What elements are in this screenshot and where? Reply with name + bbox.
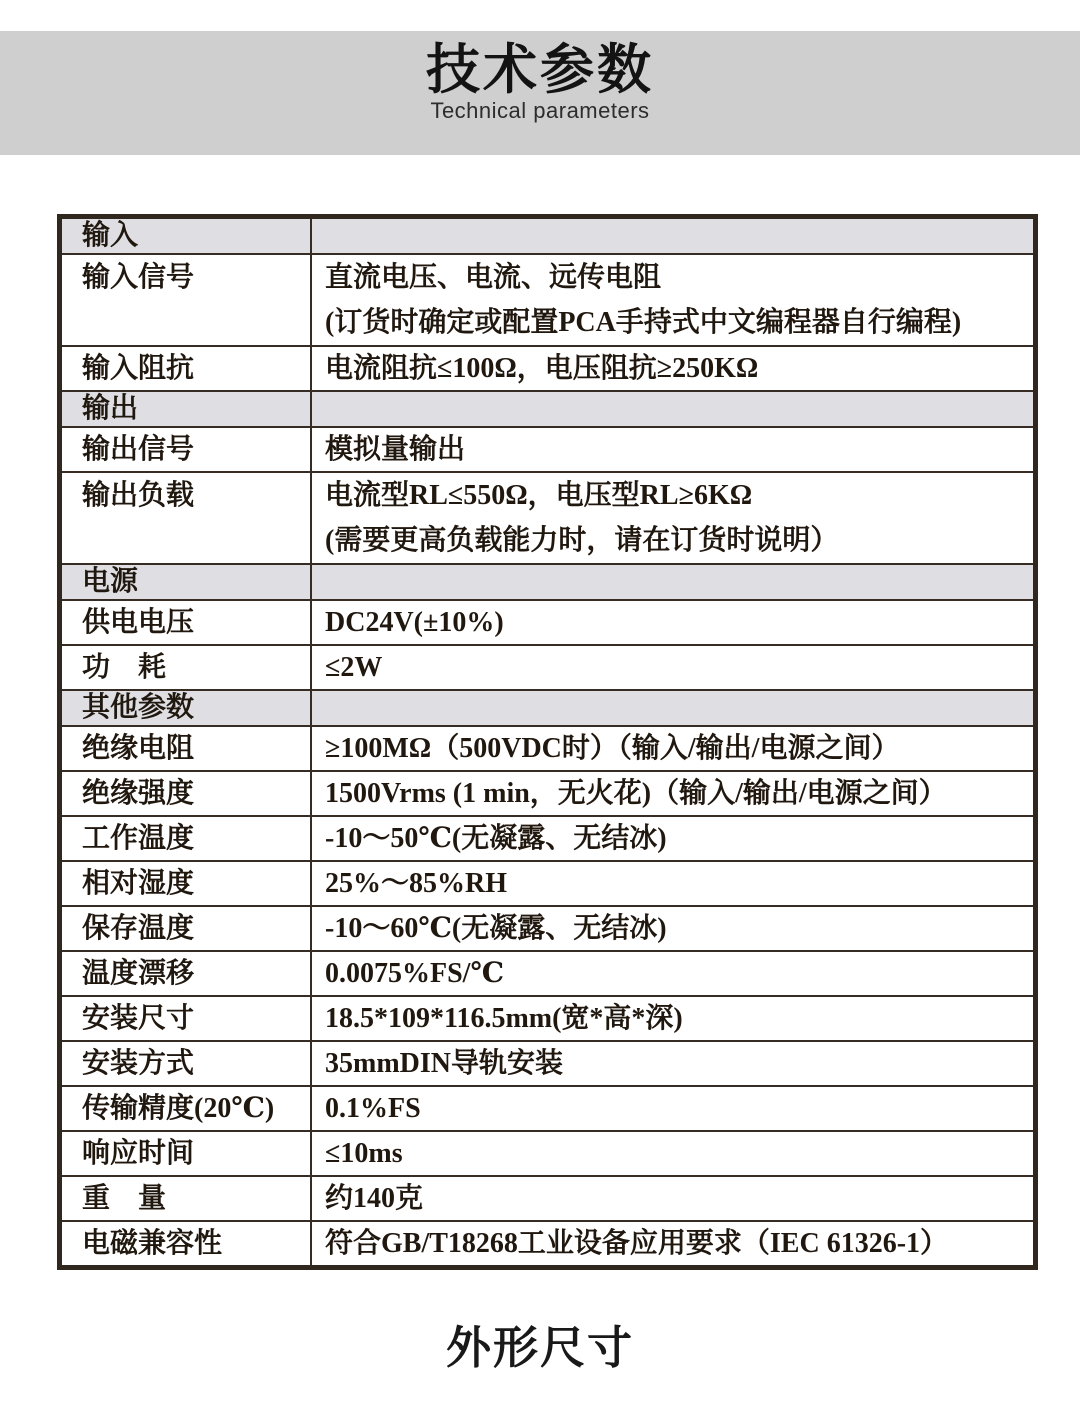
section-title-band	[0, 31, 1080, 155]
spec-label	[62, 565, 312, 599]
spec-row	[62, 905, 1033, 950]
spec-value	[312, 255, 1033, 345]
spec-label-text: 响应时间	[82, 1138, 195, 1169]
spec-value	[312, 997, 1033, 1040]
spec-label	[62, 1177, 312, 1220]
spec-label-text: 绝缘强度	[82, 778, 195, 809]
spec-value	[312, 817, 1033, 860]
spec-row	[62, 1175, 1033, 1220]
spec-value	[312, 428, 1033, 471]
spec-label-text: 绝缘电阻	[82, 733, 195, 764]
spec-row	[62, 950, 1033, 995]
spec-label	[62, 347, 312, 390]
spec-value	[312, 772, 1033, 815]
spec-value	[312, 565, 1033, 599]
spec-label-text: 输入信号	[82, 262, 195, 293]
spec-value	[312, 862, 1033, 905]
spec-value-line: ≥100MΩ（500VDC时）（输入/输出/电源之间）	[325, 733, 900, 764]
spec-row	[62, 345, 1033, 390]
spec-value-line: 电流阻抗≤100Ω，电压阻抗≥250KΩ	[325, 353, 759, 384]
spec-label	[62, 727, 312, 770]
spec-label-text: 相对湿度	[82, 868, 195, 899]
spec-value	[312, 907, 1033, 950]
spec-label	[62, 473, 312, 563]
spec-value-line: 直流电压、电流、远传电阻	[325, 262, 662, 293]
page-subtitle: Technical parameters	[430, 98, 650, 123]
spec-label-text: 输出信号	[82, 434, 195, 465]
spec-label	[62, 428, 312, 471]
spec-value	[312, 1087, 1033, 1130]
spec-label-text: 安装方式	[82, 1048, 195, 1079]
spec-value	[312, 1132, 1033, 1175]
spec-value	[312, 727, 1033, 770]
spec-value	[312, 1222, 1033, 1265]
spec-value-line: 0.1%FS	[325, 1093, 421, 1124]
spec-value-line: 1500Vrms (1 min，无火花)（输入/输出/电源之间）	[325, 778, 947, 809]
spec-label	[62, 1087, 312, 1130]
spec-value-line: DC24V(±10%)	[325, 607, 504, 638]
spec-label	[62, 1222, 312, 1265]
spec-value	[312, 646, 1033, 689]
spec-value-line: -10～60℃(无凝露、无结冰)	[325, 913, 667, 944]
spec-value	[312, 473, 1033, 563]
spec-label-text: 电源	[82, 566, 139, 597]
spec-label	[62, 817, 312, 860]
spec-row	[62, 1220, 1033, 1265]
spec-value	[312, 1042, 1033, 1085]
spec-row	[62, 995, 1033, 1040]
spec-label-text: 保存温度	[82, 913, 195, 944]
spec-label-text: 电磁兼容性	[82, 1228, 223, 1259]
spec-label-text: 温度漂移	[82, 958, 195, 989]
spec-label	[62, 952, 312, 995]
spec-label-text: 功 耗	[82, 652, 167, 683]
spec-value	[312, 952, 1033, 995]
spec-label-text: 重 量	[82, 1183, 167, 1214]
spec-row	[62, 253, 1033, 345]
spec-label-text: 其他参数	[82, 692, 195, 723]
spec-label-text: 供电电压	[82, 607, 195, 638]
spec-label	[62, 601, 312, 644]
spec-label	[62, 862, 312, 905]
spec-label	[62, 772, 312, 815]
spec-label	[62, 1132, 312, 1175]
spec-row	[62, 689, 1033, 725]
spec-label	[62, 646, 312, 689]
spec-label-text: 工作温度	[82, 823, 195, 854]
spec-value-line: (需要更高负载能力时，请在订货时说明）	[325, 525, 839, 556]
spec-row	[62, 860, 1033, 905]
spec-value-line: 模拟量输出	[325, 434, 466, 465]
spec-value	[312, 347, 1033, 390]
spec-table	[57, 214, 1038, 1270]
spec-label	[62, 1042, 312, 1085]
spec-value-line: 25%～85%RH	[325, 868, 508, 899]
spec-row	[62, 1130, 1033, 1175]
spec-value-line: 35mmDIN导轨安装	[325, 1048, 563, 1079]
spec-row	[62, 471, 1033, 563]
spec-value-line: -10～50℃(无凝露、无结冰)	[325, 823, 667, 854]
spec-row	[62, 1085, 1033, 1130]
spec-value-line: 符合GB/T18268工业设备应用要求（IEC 61326-1）	[325, 1228, 949, 1259]
spec-row	[62, 599, 1033, 644]
spec-value	[312, 601, 1033, 644]
spec-label	[62, 691, 312, 725]
dimensions-heading: 外形尺寸	[445, 1322, 634, 1373]
spec-label-text: 输入阻抗	[82, 353, 195, 384]
spec-row	[62, 815, 1033, 860]
spec-row	[62, 770, 1033, 815]
spec-value-line: 18.5*109*116.5mm(宽*高*深)	[325, 1003, 683, 1034]
spec-value-line: 0.0075%FS/℃	[325, 958, 505, 989]
spec-value	[312, 392, 1033, 426]
spec-label-text: 输入	[82, 220, 139, 251]
spec-label	[62, 255, 312, 345]
spec-value-line: ≤2W	[325, 652, 383, 683]
spec-value-line: 电流型RL≤550Ω，电压型RL≥6KΩ	[325, 480, 753, 511]
spec-label-text: 输出负载	[82, 480, 195, 511]
spec-value	[312, 219, 1033, 253]
spec-label-text: 传输精度(20℃)	[82, 1093, 275, 1124]
spec-label	[62, 392, 312, 426]
spec-row	[62, 725, 1033, 770]
page-title: 技术参数	[426, 40, 654, 100]
spec-row	[62, 563, 1033, 599]
spec-row	[62, 644, 1033, 689]
spec-value	[312, 1177, 1033, 1220]
spec-label	[62, 219, 312, 253]
spec-row	[62, 390, 1033, 426]
spec-label	[62, 907, 312, 950]
spec-value-line: 约140克	[325, 1183, 424, 1214]
spec-label-text: 输出	[82, 393, 139, 424]
spec-value-line: (订货时确定或配置PCA手持式中文编程器自行编程)	[325, 307, 962, 338]
spec-value-line: ≤10ms	[325, 1138, 403, 1169]
spec-label-text: 安装尺寸	[82, 1003, 195, 1034]
spec-row	[62, 1040, 1033, 1085]
spec-value	[312, 691, 1033, 725]
spec-label	[62, 997, 312, 1040]
spec-row	[62, 219, 1033, 253]
spec-row	[62, 426, 1033, 471]
